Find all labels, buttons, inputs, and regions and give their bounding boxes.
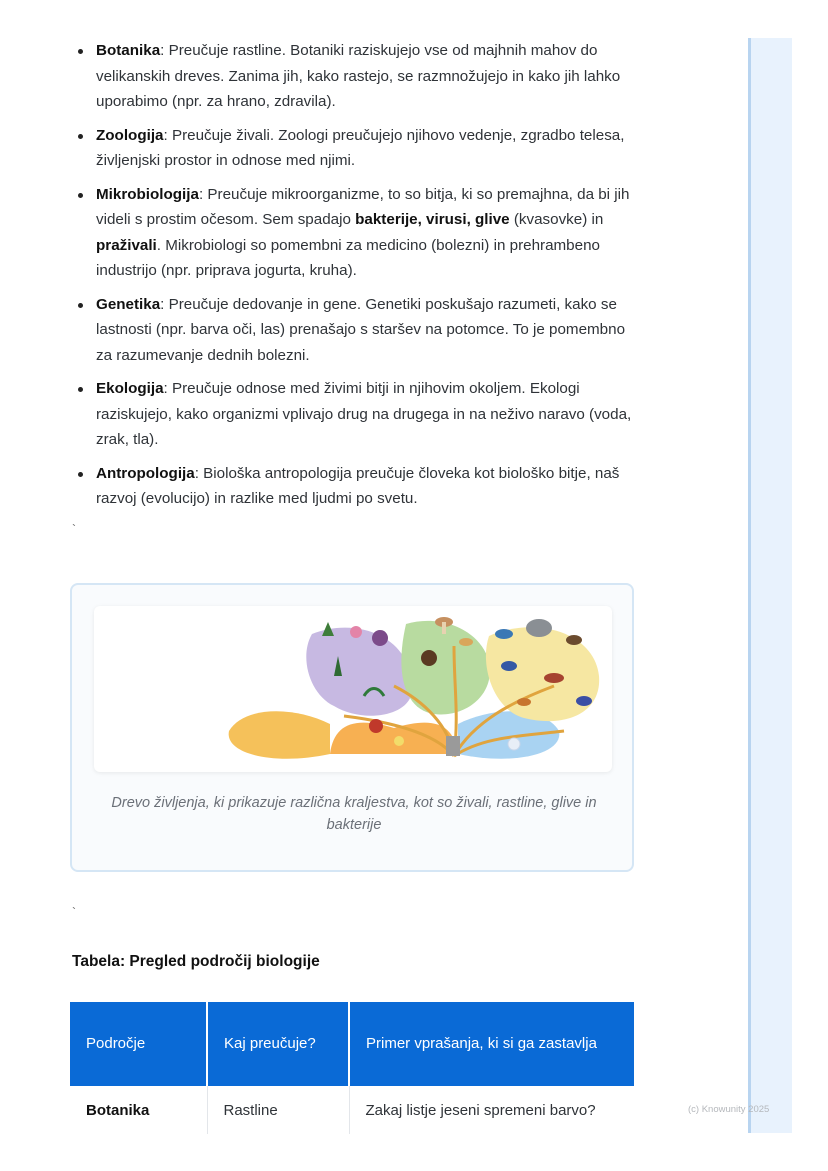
term-botanika: Botanika (96, 42, 161, 59)
bullet-dot (78, 472, 83, 477)
table-cell: Zakaj listje jeseni spremeni barvo? (365, 1102, 596, 1119)
list-item-genetika (72, 292, 638, 369)
term-genetika: Genetika (96, 295, 161, 313)
list-item-botanika (72, 38, 638, 115)
term-ekologija: Ekologija (96, 380, 164, 397)
bullet-dot (78, 134, 83, 139)
table-cell: Rastline (207, 1086, 349, 1134)
bullet-dot (78, 193, 83, 198)
table-row (70, 1086, 634, 1134)
lobe-plants (306, 628, 412, 716)
lobe-bottom-left (229, 711, 330, 758)
bullet-dot (78, 303, 83, 308)
separator-mark: ` (72, 905, 76, 919)
table-title: Tabela: Pregled področij biologije (72, 953, 320, 970)
tree-trunk (446, 736, 460, 756)
fish-icon (495, 629, 513, 639)
separator-mark: ` (72, 522, 76, 536)
desc-mikrobiologija-bold-1: bakterije, virusi, glive (355, 211, 510, 228)
snail-icon (517, 698, 531, 706)
desc-antropologija: : Biološka antropologija preučuje človeka kot biološko bitje, naš razvoj (evolucijo) in razlike med ljudmi po svetu. (96, 464, 620, 507)
bird-icon (566, 635, 582, 645)
column-header-kaj-preucuje: Kaj preučuje? (207, 1002, 349, 1086)
tree-of-life-image (94, 606, 612, 772)
figure-caption: Drevo življenja, ki prikazuje različna kraljestva, kot so živali, rastline, glive in bakterije (111, 795, 597, 833)
main-content (72, 38, 638, 520)
truffle-icon (421, 650, 437, 666)
list-item-mikrobiologija (72, 182, 638, 284)
flower-icon (372, 630, 388, 646)
desc-genetika: : Preučuje dedovanje in gene. Genetiki poskušajo razumeti, kako se lastnosti (npr. barva oči, las) prenašajo s staršev na potomce. To je pomembno za razumevanje dednih bolezni. (96, 295, 626, 364)
biology-overview-table (70, 1002, 634, 1134)
bullet-dot (78, 49, 83, 54)
desc-zoologija: : Preučuje živali. Zoologi preučujejo njihovo vedenje, zgradbo telesa, življenjski prostor in odnose med njimi. (96, 126, 625, 169)
list-item-antropologija (72, 461, 638, 512)
figure-card (70, 583, 634, 872)
frog-icon (501, 661, 517, 671)
list-item-zoologija (72, 123, 638, 174)
biology-fields-list (72, 38, 638, 512)
desc-mikrobiologija-bold-2: praživali (96, 236, 157, 254)
term-antropologija: Antropologija (96, 464, 195, 482)
desc-mikrobiologija-3: . Mikrobiologi so pomembni za medicino (bolezni) in prehrambeno industrijo (npr. priprava jogurta, kruha). (96, 236, 600, 279)
column-header-primer-vprasanja: Primer vprašanja, ki si ga zastavlja (349, 1002, 634, 1086)
desc-mikrobiologija-2: (kvasovke) in (509, 211, 604, 228)
flower-icon (350, 626, 362, 638)
bullet-dot (78, 387, 83, 392)
tree-of-life-illustration (94, 606, 612, 772)
desc-ekologija: : Preučuje odnose med živimi bitji in njihovim okoljem. Ekologi raziskujejo, kako organizmi vplivajo drug na drugega in na neživo naravo (voda, zrak, tla). (96, 380, 632, 448)
mollusc-icon (576, 696, 592, 706)
table-header-row (70, 1002, 634, 1086)
red-algae-icon (369, 719, 383, 733)
right-sidebar-strip (748, 38, 792, 1133)
elephant-icon (526, 619, 552, 637)
bacteria-icon (394, 736, 404, 746)
mushroom-cap-icon (459, 638, 473, 646)
lobe-animals (486, 627, 599, 721)
mushroom-stem-icon (442, 622, 446, 634)
insect-icon (544, 673, 564, 683)
desc-botanika: : Preučuje rastline. Botaniki raziskujejo vse od majhnih mahov do velikanskih dreves. Zanima jih, kako rastejo, se razmnožujejo in kako jih lahko uporabimo (npr. za hrano, zdravila). (96, 42, 621, 110)
term-zoologija: Zoologija (96, 126, 164, 144)
table-cell: Botanika (70, 1086, 207, 1134)
desc-mikrobiologija-1: : Preučuje mikroorganizme, to so bitja, ki so premajhna, da bi jih videli s prostim očesom. Sem spadajo (96, 185, 630, 228)
lobe-bottom-center (330, 723, 458, 754)
lobe-fungi (401, 621, 490, 715)
copyright-notice: (c) Knowunity 2025 (688, 1104, 770, 1115)
term-mikrobiologija: Mikrobiologija (96, 185, 199, 203)
protist-icon (508, 738, 520, 750)
list-item-ekologija (72, 376, 638, 453)
column-header-podrocje: Področje (70, 1002, 207, 1086)
